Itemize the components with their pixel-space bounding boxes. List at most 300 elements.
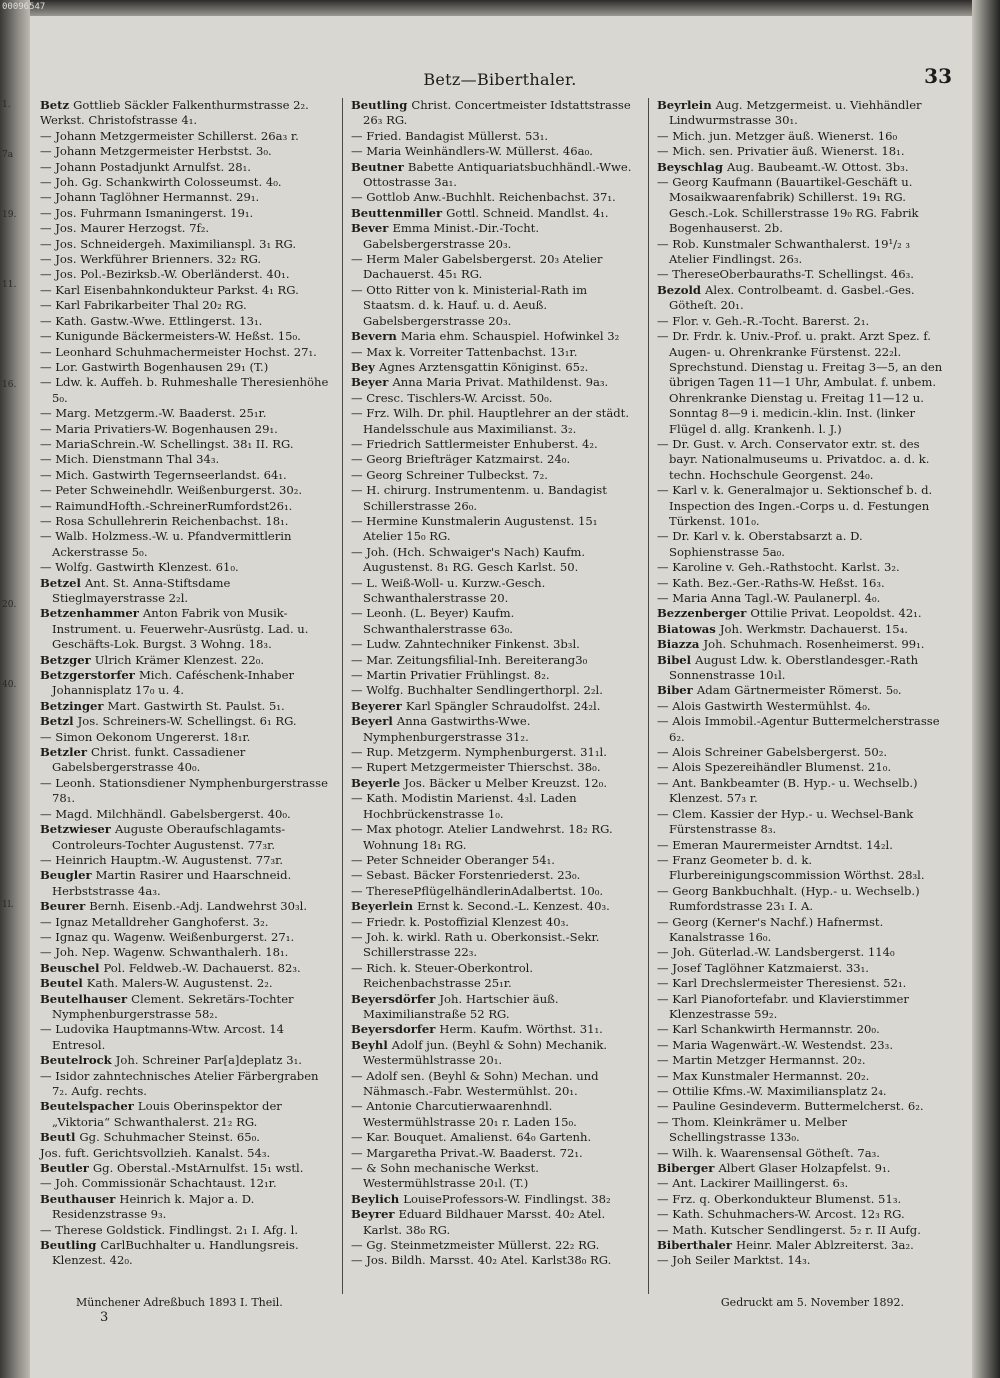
directory-entry [40, 1146, 332, 1161]
directory-entry [40, 144, 332, 159]
directory-entry [657, 1053, 944, 1068]
directory-entry [40, 1069, 332, 1100]
entry-text: — Dr. Frdr. k. Univ.-Prof. u. prakt. Arzt Spez. f. Augen- u. Ohrenkranke Fürstenst. 22₂l. Sprechstund. Dienstag u. Freitag 3—5, an den übrigen Tagen 11—1 Uhr, Ambulat. f. unbem. Ohrenkranke Dienstag u. Freitag 11—12 u. Sonntag 8—9 i. medicin.-klin. Inst. (linker Flügel d. allg. Krankenh. l. J.) [657, 329, 943, 436]
directory-entry [40, 976, 332, 991]
entry-text: Jos. Bäcker u Melber Kreuzst. 12₀. [404, 775, 608, 790]
entry-surname: Beutling [351, 98, 412, 112]
entry-text: Auguste Oberaufschlagamts-Controleurs-Tochter Augustenst. 77₃r. [52, 822, 286, 852]
directory-entry [657, 267, 944, 282]
entry-text: — Clem. Kassier der Hyp.- u. Wechsel-Bank Fürstenstrasse 8₃. [657, 806, 914, 837]
entry-surname: Beyersdorfer [351, 1022, 440, 1037]
entry-text: — Maria Weinhändlers-W. Müllerst. 46a₀. [351, 144, 593, 159]
directory-entry [351, 915, 638, 930]
entry-text: — Joh. Nep. Wagenw. Schwanthalerh. 18₁. [40, 945, 289, 960]
directory-entry [40, 915, 332, 930]
entry-surname: Biatowas [657, 621, 720, 636]
entry-text: — Joh. k. wirkl. Rath u. Oberkonsist.-Sekr. Schillerstrasse 22₃. [351, 929, 600, 960]
directory-entry [351, 853, 638, 868]
entry-text: — Mich. sen. Privatier äuß. Wienerst. 18₁. [657, 144, 905, 159]
directory-entry [351, 961, 638, 992]
directory-entry [657, 915, 944, 946]
entry-text: — Max Kunstmaler Hermannst. 20₂. [657, 1068, 870, 1083]
entry-text: Adam Gärtnermeister Römerst. 5₀. [696, 683, 902, 698]
entry-text: Gottl. Schneid. Mandlst. 4₁. [446, 205, 609, 220]
directory-entry [657, 699, 944, 714]
directory-entry [351, 190, 638, 205]
entry-text: — Jos. Werkführer Brienners. 32₂ RG. [40, 252, 262, 267]
entry-text: Karl Spängler Schraudolfst. 24₂l. [405, 698, 601, 713]
directory-entry [657, 1115, 944, 1146]
margin-fragment: 7a [2, 150, 14, 160]
entry-text: — Kunigunde Bäckermeisters-W. Heßst. 15₀. [40, 329, 301, 344]
entry-text: — Johann Metzgermeister Schillerst. 26a₃ r. [40, 128, 299, 143]
directory-entry [351, 452, 638, 467]
entry-text: Emma Minist.-Dir.-Tocht. Gabelsbergerstrasse 20₃. [363, 221, 540, 251]
entry-text: Werkst. Christofstrasse 4₁. [40, 113, 198, 128]
entry-surname: Beuttenmiller [351, 205, 447, 220]
directory-entry [657, 992, 944, 1023]
directory-entry [657, 606, 944, 621]
directory-entry [351, 606, 638, 637]
directory-entry [351, 1207, 638, 1238]
entry-text: — Karl Eisenbahnkondukteur Parkst. 4₁ RG. [40, 282, 299, 297]
entry-text: — Franz Geometer b. d. k. Flurbereinigungscommission Wörthst. 28₃l. [657, 852, 925, 883]
directory-entry [40, 267, 332, 282]
entry-surname: Beugler [40, 868, 96, 883]
entry-text: Eduard Bildhauer Marsst. 40₂ Atel. Karlst. 38₀ RG. [363, 1207, 606, 1237]
directory-entry [657, 853, 944, 884]
entry-text: August Ldw. k. Oberstlandesger.-Rath Sonnenstrasse 10₁l. [669, 652, 919, 683]
directory-entry [40, 1176, 332, 1191]
entry-text: — Magd. Milchhändl. Gabelsbergerst. 40₀. [40, 806, 291, 821]
directory-entry [40, 422, 332, 437]
directory-entry [40, 206, 332, 221]
entry-text: Adolf jun. (Beyhl & Sohn) Mechanik. Westermühlstrasse 20₁. [363, 1037, 608, 1068]
entry-text: — Kath. Modistin Marienst. 4₃l. Laden Hochbrückenstrasse 1₀. [351, 791, 577, 821]
entry-surname: Biber [657, 683, 697, 698]
entry-text: Maria ehm. Schauspiel. Hofwinkel 3₂ [400, 329, 620, 344]
directory-entry [351, 514, 638, 545]
directory-entry [40, 437, 332, 452]
entry-surname: Beyerl [351, 714, 397, 729]
directory-entry [40, 221, 332, 236]
directory-entry [351, 160, 638, 191]
entry-text: — MariaSchrein.-W. Schellingst. 38₁ II. RG. [40, 436, 294, 451]
directory-entry [40, 499, 332, 514]
entry-text: — Ignaz qu. Wagenw. Weißenburgerst. 27₁. [40, 929, 295, 944]
directory-entry [351, 283, 638, 329]
entry-surname: Beyschlag [657, 159, 727, 174]
directory-entry [40, 606, 332, 652]
entry-surname: Bibel [657, 652, 696, 667]
directory-entry [40, 868, 332, 899]
entry-surname: Beutelhauser [40, 991, 132, 1006]
directory-entry [351, 714, 638, 745]
entry-text: — Ldw. k. Auffeh. b. Ruhmeshalle Theresienhöhe 5₀. [40, 375, 329, 405]
entry-text: — Martin Metzger Hermannst. 20₂. [657, 1053, 866, 1068]
directory-entry [351, 745, 638, 760]
entry-surname: Beyerle [351, 775, 405, 790]
directory-entry [40, 452, 332, 467]
directory-entry [657, 237, 944, 268]
directory-entry [351, 1238, 638, 1253]
entry-text: — Gottlob Anw.-Buchhlt. Reichenbachst. 37₁. [351, 190, 616, 205]
entry-surname: Beyrlein [657, 98, 716, 112]
directory-entry [40, 160, 332, 175]
directory-entry [40, 899, 332, 914]
directory-entry [657, 653, 944, 684]
entry-text: Bernh. Eisenb.-Adj. Landwehrst 30₃l. [89, 899, 308, 914]
entry-text: — Herm Maler Gabelsbergerst. 20₃ Atelier Dachauerst. 45₁ RG. [351, 252, 603, 282]
entry-text: — Adolf sen. (Beyhl & Sohn) Mechan. und Nähmasch.-Fabr. Westermühlst. 20₁. [351, 1068, 599, 1098]
entry-text: — Alois Gastwirth Westermühlst. 4₀. [657, 698, 871, 713]
directory-entry [657, 1146, 944, 1161]
directory-entry [40, 468, 332, 483]
entry-text: Gg. Schuhmacher Steinst. 65₀. [79, 1130, 260, 1145]
entry-text: Ant. St. Anna-Stiftsdame Stieglmayerstrasse 2₂l. [52, 575, 231, 605]
directory-entry [40, 776, 332, 807]
entry-text: Clement. Sekretärs-Tochter Nymphenburgerstrasse 58₂. [52, 991, 294, 1021]
directory-entry [657, 760, 944, 775]
directory-entry [40, 175, 332, 190]
margin-fragment: 40. [2, 680, 17, 690]
directory-entry [351, 375, 638, 390]
directory-columns [36, 98, 964, 1294]
entry-text: — Karl Pianofortefabr. und Klavierstimmer Klenzestrasse 59₂. [657, 991, 909, 1021]
entry-text: — Johann Postadjunkt Arnulfst. 28₁. [40, 159, 251, 174]
directory-entry [657, 714, 944, 745]
directory-entry [657, 1069, 944, 1084]
entry-surname: Beutelrock [40, 1053, 116, 1068]
directory-entry [40, 190, 332, 205]
entry-text: Mich. Caféschenk-Inhaber Johannisplatz 17₀ u. 4. [52, 668, 295, 698]
entry-text: — Max k. Vorreiter Tattenbachst. 13₁r. [351, 344, 578, 359]
entry-text: — Josef Taglöhner Katzmaierst. 33₁. [657, 960, 869, 975]
directory-entry [351, 98, 638, 129]
entry-surname: Beuthauser [40, 1191, 120, 1206]
directory-entry [657, 1238, 944, 1253]
directory-entry [351, 1161, 638, 1192]
entry-text: Christ. Concertmeister Idstattstrasse 26₃ RG. [363, 98, 631, 128]
directory-entry [657, 529, 944, 560]
entry-text: — Leonh. Stationsdiener Nymphenburgerstrasse 78₁. [40, 775, 328, 806]
directory-entry [657, 560, 944, 575]
directory-entry [657, 329, 944, 437]
directory-entry [40, 283, 332, 298]
entry-text: — Joh. Gg. Schankwirth Colosseumst. 4₀. [40, 175, 282, 190]
entry-text: — Alois Spezereihändler Blumenst. 21₀. [657, 760, 892, 775]
entry-surname: Betzl [40, 714, 78, 729]
entry-text: — Emeran Maurermeister Arndtst. 14₂l. [657, 837, 893, 852]
directory-entry [40, 406, 332, 421]
scan-id: 00096547 [2, 2, 46, 12]
directory-entry [351, 483, 638, 514]
entry-surname: Beyhl [351, 1037, 392, 1052]
directory-entry [351, 252, 638, 283]
column-1 [36, 98, 336, 1294]
directory-entry [40, 945, 332, 960]
entry-text: — Georg (Kerner's Nachf.) Hafnermst. Kanalstrasse 16₀. [657, 914, 884, 944]
directory-entry [40, 992, 332, 1023]
directory-entry [657, 838, 944, 853]
footer-signature: 3 [100, 1310, 109, 1325]
directory-entry [657, 1022, 944, 1037]
page-header [36, 52, 964, 89]
entry-text: Agnes Arztensgattin Königinst. 65₂. [378, 359, 589, 374]
directory-entry [40, 360, 332, 375]
margin-fragment: 1l. [2, 900, 14, 910]
entry-text: Jos. fuft. Gerichtsvollzieh. Kanalst. 54₃. [40, 1145, 271, 1160]
directory-entry [40, 252, 332, 267]
directory-entry [351, 683, 638, 698]
entry-surname: Betzger [40, 652, 95, 667]
entry-text: — Joh. (Hch. Schwaiger's Nach) Kaufm. Augustenst. 8₁ RG. Gesch Karlst. 50. [351, 544, 586, 575]
entry-surname: Beylich [351, 1191, 404, 1206]
entry-surname: Beutl [40, 1130, 80, 1145]
directory-entry [40, 653, 332, 668]
entry-text: — H. chirurg. Instrumentenm. u. Bandagist Schillerstrasse 26₀. [351, 483, 607, 513]
entry-surname: Bey [351, 359, 379, 374]
column-2 [342, 98, 642, 1294]
directory-entry [351, 144, 638, 159]
entry-text: — Maria Wagenwärt.-W. Westendst. 23₃. [657, 1037, 893, 1052]
directory-entry [40, 1022, 332, 1053]
entry-text: — Karl Drechslermeister Theresienst. 52₁. [657, 976, 907, 991]
entry-text: — Rupert Metzgermeister Thierschst. 38₀. [351, 760, 601, 775]
entry-surname: Bezold [657, 282, 706, 297]
directory-entry [657, 976, 944, 991]
directory-entry [351, 437, 638, 452]
entry-text: — Marg. Metzgerm.-W. Baaderst. 25₁r. [40, 406, 267, 421]
entry-text: — L. Weiß-Woll- u. Kurzw.-Gesch. Schwanthalerstrasse 20. [351, 575, 546, 605]
directory-entry [40, 1223, 332, 1238]
entry-text: Aug. Metzgermeist. u. Viehhändler Lindwurmstrasse 30₁. [669, 98, 922, 128]
entry-text: — Joh Seiler Marktst. 14₃. [657, 1253, 811, 1268]
entry-text: — Georg Schreiner Tulbeckst. 7₂. [351, 467, 548, 482]
directory-entry [40, 98, 332, 113]
directory-entry [40, 1053, 332, 1068]
entry-text: — Maria Anna Tagl.-W. Paulanerpl. 4₀. [657, 591, 881, 605]
running-title: Betz—Biberthaler. [423, 70, 577, 89]
directory-entry [40, 714, 332, 729]
directory-entry [351, 699, 638, 714]
directory-entry [351, 1253, 638, 1268]
directory-page [36, 52, 964, 1352]
entry-text: Joh. Schreiner Par[a]deplatz 3₁. [115, 1053, 302, 1068]
entry-text: — Peter Schweinehdlr. Weißenburgerst. 30₂. [40, 483, 303, 498]
directory-entry [40, 730, 332, 745]
entry-text: — Mich. Gastwirth Tegernseerlandst. 64₁. [40, 467, 287, 482]
entry-surname: Betz [40, 98, 74, 112]
entry-text: Pol. Feldweb.-W. Dachauerst. 82₃. [103, 960, 301, 975]
directory-entry [657, 1084, 944, 1099]
entry-text: — Georg Bankbuchhalt. (Hyp.- u. Wechselb.) Rumfordstrasse 23₁ I. A. [657, 883, 920, 914]
entry-text: — RaimundHofth.-SchreinerRumfordst26₁. [40, 498, 293, 513]
entry-surname: Beyer [351, 375, 393, 390]
entry-text: — Ant. Lackirer Maillingerst. 6₃. [657, 1176, 849, 1191]
entry-surname: Beurer [40, 899, 90, 914]
entry-surname: Beyerlein [351, 899, 418, 914]
directory-entry [40, 853, 332, 868]
directory-entry [657, 283, 944, 314]
directory-entry [351, 637, 638, 652]
entry-text: — Ignaz Metalldreher Ganghoferst. 3₂. [40, 914, 269, 929]
entry-text: Heinrich k. Major a. D. Residenzstrasse 9₃. [52, 1191, 255, 1222]
directory-entry [351, 1069, 638, 1100]
directory-entry [351, 221, 638, 252]
entry-text: — Martin Privatier Frühlingst. 8₂. [351, 668, 550, 683]
entry-text: — Jos. Bildh. Marsst. 40₂ Atel. Karlst38₀ RG. [351, 1253, 612, 1268]
directory-entry [657, 175, 944, 237]
directory-entry [40, 113, 332, 128]
directory-entry [351, 468, 638, 483]
entry-text: — Joh. Commissionär Schachtaust. 12₁r. [40, 1176, 277, 1191]
directory-entry [657, 129, 944, 144]
entry-text: Ulrich Krämer Klenzest. 22₀. [94, 652, 265, 667]
entry-surname: Beyrer [351, 1207, 399, 1222]
directory-entry [657, 622, 944, 637]
directory-entry [351, 360, 638, 375]
entry-surname: Beyerer [351, 698, 406, 713]
entry-text: — Rup. Metzgerm. Nymphenburgerst. 31₁l. [351, 745, 607, 760]
directory-entry [351, 1192, 638, 1207]
directory-entry [351, 822, 638, 853]
directory-entry [657, 1253, 944, 1268]
entry-text: — Jos. Schneidergeh. Maximilianspl. 3₁ RG. [40, 236, 297, 251]
directory-entry [657, 776, 944, 807]
directory-entry [40, 930, 332, 945]
entry-text: — TheresеOberbauraths-T. Schellingst. 46₃. [657, 267, 914, 282]
directory-entry [40, 1130, 332, 1145]
entry-text: — Karoline v. Geh.-Rathstocht. Karlst. 3₂. [657, 560, 900, 575]
footer-imprint: Münchener Adreßbuch 1893 I. Theil. [76, 1296, 283, 1309]
directory-entry [351, 868, 638, 883]
directory-entry [351, 992, 638, 1023]
directory-entry [40, 483, 332, 498]
directory-entry [351, 884, 638, 899]
entry-surname: Beutelspacher [40, 1099, 138, 1114]
directory-entry [40, 1192, 332, 1223]
entry-text: — Gg. Steinmetzmeister Müllerst. 22₂ RG. [351, 1238, 600, 1253]
entry-text: — Sebast. Bäcker Forstenriederst. 23₀. [351, 868, 581, 883]
directory-entry [657, 1161, 944, 1176]
entry-text: — Jos. Maurer Herzogst. 7f₂. [40, 221, 210, 236]
entry-surname: Beutling [40, 1238, 101, 1253]
margin-fragment: 1. [2, 100, 11, 110]
entry-text: Jos. Schreiners-W. Schellingst. 6₁ RG. [77, 714, 297, 729]
directory-entry [40, 668, 332, 699]
entry-text: — Wolfg. Buchhalter Sendlingerthorpl. 2₂l. [351, 683, 603, 698]
entry-text: Gg. Oberstal.-MstArnulfst. 15₁ wstl. [92, 1161, 304, 1176]
entry-surname: Beyersdörfer [351, 991, 440, 1006]
entry-text: Alex. Controlbeamt. d. Gasbel.-Ges. Götheſt. 20₁. [669, 282, 915, 313]
entry-text: CarlBuchhalter u. Handlungsreis. Klenzest. 42₀. [52, 1238, 299, 1268]
directory-entry [351, 1146, 638, 1161]
entry-text: — Dr. Karl v. k. Oberstabsarzt a. D. Sophienstrasse 5a₀. [657, 529, 863, 559]
entry-text: Christ. funkt. Cassadiener Gabelsbergerstrasse 40₀. [52, 745, 246, 775]
entry-text: — Math. Kutscher Sendlingerst. 5₂ r. II Aufg. [657, 1222, 921, 1237]
directory-entry [40, 560, 332, 575]
directory-entry [657, 683, 944, 698]
directory-entry [40, 1238, 332, 1269]
directory-entry [351, 653, 638, 668]
entry-text: — Johann Taglöhner Hermannst. 29₁. [40, 190, 260, 205]
entry-text: — Jos. Fuhrmann Ismaningerst. 19₁. [40, 205, 254, 220]
entry-text: Herm. Kaufm. Wörthst. 31₁. [439, 1022, 603, 1037]
scan-border-top [0, 0, 1000, 16]
directory-entry [351, 899, 638, 914]
entry-text: — Mar. Zeitungsfilial-Inh. Bereiterang3₀ [351, 652, 588, 667]
entry-text: — Hermine Kunstmalerin Augustenst. 15₁ Atelier 15₀ RG. [351, 513, 598, 544]
entry-text: Martin Rasirer und Haarschneid. Herbststrasse 4a₃. [52, 868, 292, 898]
entry-text: Aug. Baubeamt.-W. Ottost. 3b₃. [727, 159, 909, 174]
directory-entry [351, 1038, 638, 1069]
directory-entry [657, 884, 944, 915]
entry-text: — Alois Immobil.-Agentur Buttermelcherstrasse 6₂. [657, 714, 940, 744]
directory-entry [657, 745, 944, 760]
entry-text: — Leonh. (L. Beyer) Kaufm. Schwanthalerstrasse 63₀. [351, 606, 515, 636]
entry-text: — Joh. Güterlad.-W. Landsbergerst. 114₀ [657, 945, 895, 960]
directory-entry [657, 160, 944, 175]
directory-entry [351, 206, 638, 221]
entry-surname: Bever [351, 221, 393, 236]
entry-text: — Otto Ritter von k. Ministerial-Rath im Staatsm. d. k. Hauf. u. d. Aeuß. Gabelsbergerstrasse 20₃. [351, 282, 588, 328]
entry-text: — Mich. Dienstmann Thal 34₃. [40, 452, 220, 467]
entry-text: — Frz. q. Oberkondukteur Blumenst. 51₃. [657, 1191, 902, 1206]
entry-surname: Beutel [40, 976, 87, 991]
directory-entry [40, 375, 332, 406]
entry-text: Ottilie Privat. Leopoldst. 42₁. [750, 606, 922, 621]
entry-text: — Ant. Bankbeamter (B. Hyp.- u. Wechselb.) Klenzest. 57₃ r. [657, 775, 918, 806]
entry-text: — Rosa Schullehrerin Reichenbachst. 18₁. [40, 513, 289, 528]
entry-text: — Leonhard Schuhmachermeister Hochst. 27₁. [40, 344, 317, 359]
directory-entry [351, 329, 638, 344]
entry-text: — Margaretha Privat.-W. Baaderst. 72₁. [351, 1145, 583, 1160]
directory-entry [351, 668, 638, 683]
directory-entry [657, 807, 944, 838]
directory-entry [351, 129, 638, 144]
entry-text: — Georg Kaufmann (Bauartikel-Geschäft u. Mosaikwaarenfabrik) Schillerst. 19₁ RG. Gesch.-Lok. Schillerstrasse 19₀ RG. Fabrik Bogenhauserst. 2b. [657, 175, 919, 236]
entry-surname: Beutner [351, 159, 408, 174]
directory-entry [351, 1099, 638, 1130]
directory-entry [40, 345, 332, 360]
entry-text: Anna Maria Privat. Mathildenst. 9a₃. [392, 375, 609, 390]
entry-text: — Lor. Gastwirth Bogenhausen 29₁ (T.) [40, 359, 269, 374]
entry-text: — Rob. Kunstmaler Schwanthalerst. 19¹/₂ ₃ Atelier Findlingst. 26₃. [657, 236, 911, 267]
entry-surname: Bezzenberger [657, 606, 751, 621]
directory-entry [351, 791, 638, 822]
entry-text: — Johann Metzgermeister Herbstst. 3₀. [40, 144, 272, 159]
directory-entry [351, 1130, 638, 1145]
directory-entry [351, 1022, 638, 1037]
entry-text: Anton Fabrik von Musik-Instrument. u. Feuerwehr-Ausrüstg. Lad. u. Geschäfts-Lok. Burgst. 3 Wohng. 18₃. [52, 606, 309, 652]
directory-entry [40, 822, 332, 853]
entry-text: — TheresePflügelhändlerinAdalbertst. 10₀. [351, 883, 604, 898]
entry-text: Louis Oberinspektor der „Viktoria“ Schwanthalerst. 21₂ RG. [52, 1099, 282, 1129]
directory-entry [657, 1099, 944, 1114]
entry-text: — Karl v. k. Generalmajor u. Sektionschef b. d. Inspection des Ingen.-Corps u. d. Festungen Türkenst. 101₀. [657, 483, 933, 528]
entry-text: — Jos. Pol.-Bezirksb.-W. Oberländerst. 40₁. [40, 267, 290, 282]
entry-text: — Ludovika Hauptmanns-Wtw. Arcost. 14 Entresol. [40, 1022, 284, 1052]
directory-entry [657, 314, 944, 329]
entry-text: — Kath. Bez.-Ger.-Raths-W. Heßst. 16₃. [657, 575, 885, 590]
footer-printdate: Gedruckt am 5. November 1892. [720, 1296, 904, 1309]
entry-text: — Wolfg. Gastwirth Klenzest. 61₀. [40, 560, 239, 575]
directory-entry [657, 1176, 944, 1191]
entry-text: — Ottilie Kfms.-W. Maximiliansplatz 2₄. [657, 1084, 887, 1098]
page-footer [36, 1296, 964, 1336]
entry-surname: Beuschel [40, 960, 104, 975]
